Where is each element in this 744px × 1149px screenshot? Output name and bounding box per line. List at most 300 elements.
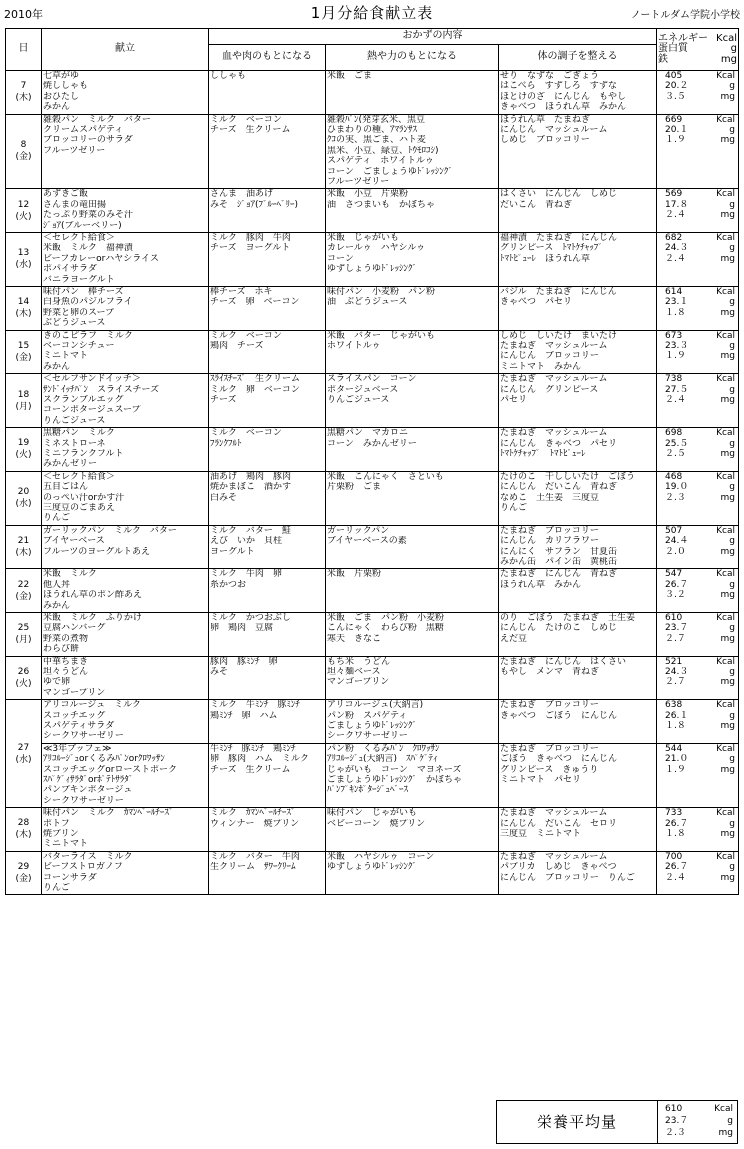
nutrition-protein: 17.８ [665, 199, 689, 210]
weekday: (金) [15, 874, 32, 885]
yellow-foods-line: りんごジュース [327, 394, 390, 405]
red-foods-lines [210, 189, 324, 210]
weekday: (月) [15, 401, 32, 412]
nutrition-cell [657, 232, 739, 286]
yellow-foods-line: ポタージュベース [327, 384, 399, 395]
menu-dishes-line: りんご [43, 513, 71, 524]
unit-protein: g [729, 199, 735, 210]
green-foods-line: バジル たまねぎ にんじん [500, 286, 617, 297]
nutrition-protein: 23.３ [665, 340, 689, 351]
menu-dishes-cell [42, 612, 209, 656]
nutrition-cell [657, 743, 739, 807]
menu-dishes-cell [42, 656, 209, 700]
yellow-foods-line: 味付パン 小麦粉 パン粉 [327, 286, 436, 297]
menu-dishes-line: ぶどうジュース [43, 318, 106, 329]
red-foods-lines [210, 331, 324, 352]
green-foods-lines [500, 657, 655, 678]
yellow-foods-line: ホワイトルゥ [327, 340, 381, 351]
green-foods-line: ﾄﾏﾄｹﾁｬｯﾌﾟ ﾄﾏﾄﾋﾟｭｰﾚ [500, 448, 586, 459]
nutrition-kcal: 547 [665, 569, 683, 580]
yellow-foods-lines [327, 808, 497, 829]
menu-dishes-line: わらび餅 [43, 644, 80, 655]
yellow-foods-lines [327, 428, 497, 449]
menu-dishes-line: スクランブルエッグ [43, 394, 124, 405]
menu-dishes-lines [43, 331, 207, 373]
yellow-foods-lines [327, 287, 497, 308]
yellow-foods-line: 米飯 小豆 片栗粉 [327, 189, 409, 200]
yellow-foods-line: コーン [327, 253, 354, 264]
menu-dishes-line: ｽﾊﾟｹﾞｨｻﾗﾀﾞorﾎﾟﾃﾄｻﾗﾀﾞ [43, 774, 134, 785]
menu-dishes-line: 七草がゆ [43, 71, 80, 81]
nutrition-cell [657, 71, 739, 115]
yellow-foods-lines [327, 526, 497, 547]
yellow-foods-line: こんにゃく わらび粉 黒糖 [327, 623, 444, 634]
green-foods-line: なめこ 土生姜 三度豆 [500, 492, 600, 503]
weekday: (火) [15, 678, 32, 689]
unit-iron: mg [720, 872, 735, 883]
menu-dishes-line: ほうれん草のポン酢あえ [43, 590, 143, 601]
yellow-foods-line: もち米 うどん [327, 656, 391, 667]
menu-dishes-cell [42, 189, 209, 233]
yellow-foods-line: アリコルージュ(大納言) [327, 700, 424, 711]
yellow-foods-lines [327, 374, 497, 405]
green-foods-cell [499, 71, 657, 115]
green-foods-line: たまねぎ ブロッコリー [500, 525, 599, 536]
nutrition-iron: １.８ [665, 307, 686, 318]
menu-dishes-line: 野菜と卵のスープ [43, 307, 115, 318]
yellow-foods-line: 黒米、小豆、緑豆、ﾄｳﾓﾛｺｼ) [327, 145, 439, 156]
yellow-foods-cell [326, 189, 499, 233]
yellow-foods-line: マンゴープリン [327, 677, 390, 688]
day-cell [6, 471, 42, 525]
yellow-foods-lines [327, 233, 497, 275]
unit-iron: mg [720, 590, 735, 601]
nutrition-cell [657, 569, 739, 613]
green-foods-cell [499, 374, 657, 428]
green-foods-line: りんご [500, 502, 528, 513]
yellow-foods-line: じゃがいも コーン マヨネーズ [327, 764, 462, 775]
menu-dishes-cell [42, 471, 209, 525]
green-foods-line: きゃべつ パセリ [500, 297, 573, 308]
menu-dishes-line: コーンポタージュスープ [43, 405, 141, 416]
menu-row [6, 71, 739, 115]
green-foods-line: しめじ しいたけ まいたけ [500, 330, 618, 341]
green-foods-line: 三度豆 ミニトマト [500, 828, 582, 839]
unit-protein: g [729, 482, 735, 493]
menu-dishes-lines [43, 852, 207, 894]
unit-kcal: Kcal [716, 374, 735, 385]
nutrition-kcal: 610 [665, 612, 683, 623]
red-foods-cell [209, 743, 326, 807]
menu-row [6, 612, 739, 656]
nutrition-iron: ３.２ [665, 590, 686, 601]
menu-row [6, 656, 739, 700]
unit-iron: mg [720, 677, 735, 688]
yellow-foods-line: ガーリックパン [327, 525, 390, 536]
unit-iron: mg [720, 91, 735, 102]
nutrition-kcal: 700 [665, 851, 683, 862]
red-foods-line: ミルク バター 牛肉 [210, 851, 300, 862]
unit-kcal: Kcal [716, 330, 735, 341]
nutrition-kcal: 673 [665, 330, 683, 341]
date-number: 27 [17, 742, 30, 753]
yellow-foods-lines [327, 700, 497, 742]
nutrition-cell [657, 851, 739, 895]
green-foods-cell [499, 525, 657, 569]
menu-dishes-line: みかん [43, 600, 71, 611]
green-foods-cell [499, 700, 657, 744]
nutrition-cell [657, 525, 739, 569]
green-foods-line: たまねぎ マッシュルーム [500, 808, 608, 819]
menu-row [6, 428, 739, 472]
red-foods-cell [209, 374, 326, 428]
unit-protein: g [729, 243, 735, 254]
menu-dishes-line: 白身魚のパジルフライ [43, 297, 133, 308]
day-cell [6, 428, 42, 472]
green-foods-line: グリンピース ﾄﾏﾄｹﾁｬｯﾌﾟ [500, 243, 603, 254]
green-foods-line: だいこん 青ねぎ [500, 199, 573, 210]
red-foods-cell [209, 114, 326, 189]
green-foods-cell [499, 808, 657, 852]
yellow-foods-cell [326, 374, 499, 428]
menu-dishes-line: ポトフ [43, 818, 70, 829]
nutrition-cell [657, 808, 739, 852]
yellow-foods-cell [326, 525, 499, 569]
yellow-foods-cell [326, 612, 499, 656]
red-foods-cell [209, 428, 326, 472]
green-foods-lines [500, 189, 655, 210]
green-foods-lines [500, 71, 655, 113]
yellow-foods-cell [326, 808, 499, 852]
nutrition-iron: ２.３ [665, 492, 686, 503]
nutrition-protein: 23.７ [665, 623, 689, 634]
green-foods-line: たまねぎ ブロッコリー [500, 743, 599, 754]
yellow-foods-line: 米飯 片栗粉 [327, 569, 382, 580]
nutrition-cell [657, 700, 739, 744]
red-foods-line: ウィンナー 焼プリン [210, 818, 300, 829]
menu-dishes-line: コーンサラダ [43, 872, 97, 883]
yellow-foods-line: ごましょうゆﾄﾞﾚｯｼﾝｸﾞ かぼちゃ [327, 774, 463, 785]
unit-protein: g [729, 862, 735, 873]
red-foods-lines [210, 472, 324, 503]
unit-iron: mg [720, 394, 735, 405]
menu-dishes-cell [42, 286, 209, 330]
nutrition-protein: 20.１ [665, 124, 689, 135]
green-foods-cell [499, 286, 657, 330]
yellow-foods-lines [327, 472, 497, 493]
green-foods-lines [500, 287, 655, 308]
red-foods-line: えび いか 貝柱 [210, 536, 283, 547]
menu-dishes-line: ビーフストロガノフ [43, 862, 123, 873]
menu-dishes-line: ｼﾞｮｱ(ブルーベリー) [43, 220, 122, 231]
unit-kcal: Kcal [716, 428, 735, 439]
menu-dishes-line: バニラヨーグルト [43, 274, 115, 285]
menu-row [6, 232, 739, 286]
unit-kcal: Kcal [716, 808, 735, 819]
green-foods-lines [500, 700, 655, 721]
green-foods-line: ﾄﾏﾄﾋﾟｭｰﾚ ほうれん草 [500, 253, 591, 264]
unit-protein: g [729, 340, 735, 351]
yellow-foods-lines [327, 569, 497, 579]
menu-dishes-cell [42, 232, 209, 286]
menu-dishes-cell [42, 374, 209, 428]
red-foods-line: ミルク 牛肉 卵 [210, 569, 282, 580]
yellow-foods-line: 米飯 ごま パン粉 小麦粉 [327, 612, 445, 623]
unit-iron: mg [720, 764, 735, 775]
yellow-foods-line: 米飯 じゃがいも [327, 232, 400, 243]
green-foods-line: にんじん グリンピース [500, 384, 599, 395]
weekday: (水) [15, 754, 32, 765]
date-number: 28 [17, 818, 30, 829]
yellow-foods-line: 坦々麺ベース [327, 666, 381, 677]
menu-dishes-line: ｱﾘｺﾙｰｼﾞｭorくるみﾊﾟﾝorｸﾛﾜｯｻﾝ [43, 754, 165, 765]
nutrition-protein: 24.３ [665, 243, 689, 254]
red-foods-line: 豚肉 豚ﾐﾝﾁ 卵 [210, 656, 278, 667]
average-values: 610 Kcal 23.７ g ２.３ mg [665, 1104, 733, 1138]
menu-dishes-lines [43, 287, 207, 329]
red-foods-line: みそ [210, 666, 229, 677]
average-kcal: 610 [665, 1104, 683, 1114]
red-foods-line: ミルク ベーコン [210, 114, 282, 125]
nutrition-iron: ３.５ [665, 91, 686, 102]
nutrition-cell [657, 114, 739, 189]
unit-iron: mg [720, 633, 735, 644]
menu-dishes-cell [42, 114, 209, 189]
menu-dishes-line: 五目ごはん [43, 482, 89, 493]
unit-protein: g [729, 666, 735, 677]
menu-dishes-line: スコッチエッグ [43, 710, 106, 721]
menu-dishes-line: 三度豆のごまあえ [43, 502, 116, 513]
yellow-foods-cell [326, 428, 499, 472]
red-foods-lines [210, 287, 324, 308]
day-cell [6, 286, 42, 330]
green-foods-cell [499, 428, 657, 472]
green-foods-line: にんじん マッシュルーム [500, 124, 608, 135]
menu-dishes-lines [43, 657, 207, 699]
menu-dishes-line: 野菜の煮物 [43, 633, 89, 644]
red-foods-line: 卵 豚肉 ハム ミルク [210, 754, 309, 765]
yellow-foods-line: 油 さつまいも かぼちゃ [327, 199, 436, 210]
red-foods-lines [210, 569, 324, 590]
red-foods-line: ミルク ｶﾏﾝﾍﾞｰﾙﾁｰｽﾞ [210, 808, 296, 819]
menu-row [6, 374, 739, 428]
weekday: (火) [15, 211, 32, 222]
menu-dishes-line: クリームスパゲティ [43, 124, 124, 135]
nutrition-protein: 19.０ [665, 482, 689, 493]
green-foods-lines [500, 233, 655, 264]
green-foods-line: にんじん ブロッコリー [500, 351, 599, 362]
green-foods-line: たまねぎ ブロッコリー [500, 700, 599, 711]
unit-kcal: Kcal [716, 569, 735, 580]
green-foods-line: にんにく サフラン 甘夏缶 [500, 546, 618, 557]
nutrition-kcal: 614 [665, 286, 683, 297]
menu-dishes-cell [42, 428, 209, 472]
unit-kcal: Kcal [716, 743, 735, 754]
nutrition-protein: 26.７ [665, 862, 689, 873]
unit-iron: mg [720, 546, 735, 557]
day-cell [6, 71, 42, 115]
unit-iron: mg [720, 492, 735, 503]
green-foods-line: ごぼう きゃべつ にんじん [500, 754, 618, 765]
unit-protein: g [729, 579, 735, 590]
red-foods-lines [210, 744, 324, 775]
nutrition-iron: ２.５ [665, 448, 686, 459]
nutrition-protein: 24.４ [665, 536, 689, 547]
nutrition-kcal: 669 [665, 114, 683, 125]
green-foods-line: はこべら すずしろ すずな [500, 81, 617, 92]
unit-protein: g [729, 297, 735, 308]
col-yellow: 熱や力のもとになる [326, 45, 499, 71]
menu-dishes-line: りんごジュース [43, 415, 106, 426]
red-foods-lines [210, 428, 324, 449]
menu-body [6, 71, 739, 895]
red-foods-line: ﾌﾗﾝｸﾌﾙﾄ [210, 438, 242, 449]
red-foods-line: チーズ 生クリーム [210, 124, 291, 135]
green-foods-line: きゃべつ ごぼう にんじん [500, 710, 618, 721]
red-foods-cell [209, 471, 326, 525]
menu-dishes-line: 中華ちまき [43, 656, 89, 667]
green-foods-line: ミニトマト パセリ [500, 774, 582, 785]
yellow-foods-cell [326, 286, 499, 330]
yellow-foods-cell [326, 656, 499, 700]
day-cell [6, 569, 42, 613]
unit-kcal: Kcal [716, 114, 735, 125]
green-foods-lines [500, 526, 655, 568]
menu-dishes-line: シークワサーゼリー [43, 731, 124, 742]
menu-dishes-line: ミニトマト [43, 351, 89, 362]
red-foods-line: 白みそ [210, 492, 238, 503]
nutrition-cell [657, 374, 739, 428]
unit-kcal: Kcal [716, 700, 735, 711]
red-foods-lines [210, 657, 324, 678]
green-foods-lines [500, 472, 655, 514]
menu-dishes-line: ＜セレクト給食＞ [43, 232, 115, 243]
green-foods-line: ミニトマト みかん [500, 361, 582, 372]
menu-dishes-line: おひたし [43, 91, 80, 102]
yellow-foods-line: 米飯 バター じゃがいも [327, 330, 436, 341]
day-cell [6, 374, 42, 428]
menu-dishes-cell [42, 700, 209, 744]
nutrition-iron: ２.４ [665, 872, 686, 883]
day-cell [6, 612, 42, 656]
menu-dishes-lines [43, 428, 207, 470]
menu-dishes-line: パンプキンポタージュ [43, 785, 133, 796]
red-foods-line: 焼かまぼこ 酒かす [210, 482, 292, 493]
menu-dishes-lines [43, 526, 207, 557]
green-foods-lines [500, 852, 655, 883]
unit-iron: mg [720, 828, 735, 839]
green-foods-line: ほとけのざ にんじん もやし [500, 91, 627, 102]
unit-iron: mg [720, 253, 735, 264]
unit-protein: g [729, 536, 735, 547]
green-foods-cell [499, 743, 657, 807]
menu-dishes-line: ≪3年ブッフェ≫ [43, 743, 112, 754]
yellow-foods-cell [326, 851, 499, 895]
unit-protein: g [729, 754, 735, 765]
red-foods-line: チーズ ヨーグルト [210, 243, 291, 254]
average-label: 栄養平均量 [497, 1101, 658, 1143]
col-day: 日 [6, 29, 42, 71]
yellow-foods-lines [327, 115, 497, 188]
green-foods-cell [499, 656, 657, 700]
menu-dishes-line: 味付パン 棒チーズ [43, 286, 124, 297]
green-foods-cell [499, 612, 657, 656]
red-foods-line: ししゃも [210, 71, 247, 81]
col-menu: 献立 [42, 29, 209, 71]
menu-dishes-lines [43, 744, 207, 806]
menu-dishes-lines [43, 472, 207, 524]
menu-row [6, 700, 739, 744]
menu-dishes-line: 坦々うどん [43, 666, 89, 677]
nutrition-protein: 21.０ [665, 754, 689, 765]
green-foods-cell [499, 330, 657, 374]
average-iron: ２.３ [665, 1128, 686, 1138]
nutrition-protein: 25.５ [665, 438, 689, 449]
menu-row [6, 330, 739, 374]
menu-dishes-line: バターライス ミルク [43, 851, 133, 862]
page-header [0, 0, 744, 26]
red-foods-line: みそ ｼﾞｮｱ(ﾌﾞﾙｰﾍﾞﾘｰ) [210, 199, 299, 210]
menu-dishes-line: ブロッコリーのサラダ [43, 135, 133, 146]
day-cell [6, 656, 42, 700]
unit-kcal: Kcal [716, 286, 735, 297]
red-foods-line: ヨーグルト [210, 546, 255, 557]
green-foods-line: にんじん カリフラワー [500, 536, 600, 547]
weekday: (水) [15, 260, 32, 271]
nutrition-iron: １.８ [665, 828, 686, 839]
unit-protein: g [729, 384, 735, 395]
yellow-foods-line: コーン みかんゼリー [327, 438, 417, 449]
school-name: ノートルダム学院小学校 [630, 10, 740, 21]
menu-dishes-line: 他人丼 [43, 579, 71, 590]
yellow-foods-line: ﾊﾟﾝﾌﾟｷﾝﾎﾟﾀｰｼﾞｭﾍﾞｰｽ [327, 785, 409, 796]
nutrition-iron: ２.７ [665, 633, 686, 644]
nutrition-kcal: 507 [665, 525, 683, 536]
menu-dishes-line: 豆腐ハンバーグ [43, 623, 106, 634]
menu-dishes-lines [43, 569, 207, 611]
yellow-foods-line: 味付パン じゃがいも [327, 808, 418, 819]
date-number: 19 [17, 438, 30, 449]
menu-dishes-line: 雑穀パン ミルク バター [43, 114, 151, 125]
menu-dishes-cell [42, 851, 209, 895]
unit-kcal: Kcal [716, 471, 735, 482]
red-foods-line: ミルク 卵 ベーコン [210, 384, 300, 395]
menu-dishes-line: ゆで卵 [43, 677, 71, 688]
green-foods-line: にんじん だいこん セロリ [500, 818, 618, 829]
green-foods-line: パセリ [500, 394, 528, 405]
red-foods-cell [209, 71, 326, 115]
unit-iron: mg [720, 720, 735, 731]
date-number: 13 [17, 248, 30, 259]
red-foods-cell [209, 700, 326, 744]
green-foods-line: にんじん だいこん 青ねぎ [500, 482, 618, 493]
menu-dishes-line: ガーリックパン ミルク バター [43, 525, 177, 536]
date-number: 26 [17, 666, 30, 677]
red-foods-line: 油あげ 鶏肉 豚肉 [210, 471, 292, 482]
menu-dishes-cell [42, 71, 209, 115]
green-foods-line: パプリカ しめじ きゃべつ [500, 862, 617, 873]
menu-dishes-line: 焼プリン [43, 828, 79, 839]
red-foods-lines [210, 374, 324, 405]
yellow-foods-line: ごましょうゆﾄﾞﾚｯｼﾝｸﾞ [327, 720, 418, 731]
yellow-foods-line: パン粉 くるみﾊﾟﾝ ｸﾛﾜｯｻﾝ [327, 743, 440, 754]
day-cell [6, 851, 42, 895]
col-nutrition: エネルギー Kcal 蛋白質 g 鉄 mg [657, 29, 739, 71]
yellow-foods-line: 米飯 ごま [327, 71, 373, 81]
menu-dishes-line: みかん [43, 361, 71, 372]
yellow-foods-line: フルーツゼリー [327, 176, 390, 187]
yellow-foods-line: 黒糖パン マカロニ [327, 428, 409, 439]
